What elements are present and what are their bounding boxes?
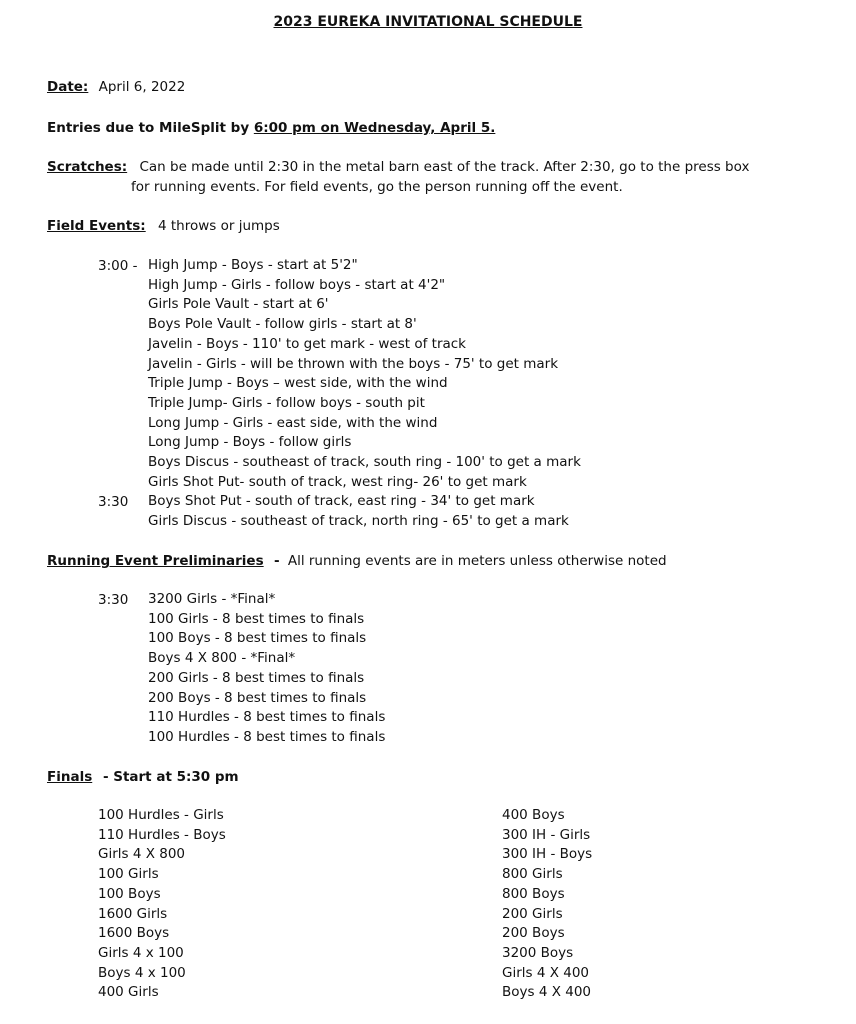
list-item: Girls Discus - southeast of track, north ring - 65' to get a mark xyxy=(148,513,569,530)
field-events-header xyxy=(47,216,280,236)
entries-line xyxy=(47,118,495,138)
running-prelims-header xyxy=(47,551,667,571)
running-prelims-dash: - xyxy=(273,553,280,569)
list-item: 400 Boys xyxy=(502,807,565,823)
list-item: 3200 Girls - *Final* xyxy=(148,591,276,607)
scratches-label: Scratches: xyxy=(47,159,128,175)
finals-label: Finals xyxy=(47,769,93,785)
list-item: High Jump - Girls - follow boys - start at 4'2" xyxy=(148,276,446,293)
list-item: Javelin - Girls - will be thrown with the boys - 75' to get mark xyxy=(148,355,559,372)
list-item: 200 Boys xyxy=(502,925,565,942)
finals-header xyxy=(47,767,239,787)
date-label: Date: xyxy=(47,79,89,95)
list-item: 110 Hurdles - 8 best times to finals xyxy=(148,709,386,726)
list-item: 100 Hurdles - Girls xyxy=(98,807,224,823)
date-line xyxy=(47,77,185,97)
entries-prefix: Entries due to MileSplit by xyxy=(47,120,254,136)
finals-start: - Start at 5:30 pm xyxy=(102,769,239,785)
scratches-text-1: Can be made until 2:30 in the metal barn east of the track. After 2:30, go to the press box xyxy=(139,159,750,175)
running-prelims-note: All running events are in meters unless otherwise noted xyxy=(287,553,667,569)
list-item: 1600 Girls xyxy=(98,905,168,922)
list-item: 200 Boys - 8 best times to finals xyxy=(148,689,367,706)
list-item: 110 Hurdles - Boys xyxy=(98,826,226,843)
list-item: Boys Discus - southeast of track, south ring - 100' to get a mark xyxy=(148,454,581,471)
running-prelims-label: Running Event Preliminaries xyxy=(47,553,264,569)
list-item: Boys Shot Put - south of track, east ring - 34' to get mark xyxy=(148,493,535,510)
list-item: Girls Pole Vault - start at 6' xyxy=(148,296,329,313)
finals-right-column xyxy=(502,806,592,1003)
list-item: 400 Girls xyxy=(98,984,159,1001)
list-item: 300 IH - Boys xyxy=(502,846,593,863)
scratches-text-2: for running events. For field events, go the person running off the event. xyxy=(131,179,623,195)
field-events-note: 4 throws or jumps xyxy=(157,218,280,234)
list-item: Triple Jump - Boys – west side, with the wind xyxy=(148,375,448,392)
list-item: 100 Girls xyxy=(98,866,159,883)
list-item: 800 Boys xyxy=(502,885,565,902)
running-time-3-30: 3:30 xyxy=(98,592,129,608)
list-item: Girls 4 x 100 xyxy=(98,944,184,961)
list-item: Boys 4 x 100 xyxy=(98,964,186,981)
list-item: Boys 4 X 400 xyxy=(502,984,592,1001)
list-item: Girls Shot Put- south of track, west ring- 26' to get mark xyxy=(148,473,527,490)
entries-deadline: 6:00 pm on Wednesday, April 5. xyxy=(253,120,496,136)
page-title: 2023 EUREKA INVITATIONAL SCHEDULE xyxy=(273,14,583,30)
date-value: April 6, 2022 xyxy=(98,79,186,95)
list-item: Triple Jump- Girls - follow boys - south pit xyxy=(148,394,425,411)
list-item: Girls 4 X 800 xyxy=(98,846,186,863)
list-item: 200 Girls xyxy=(502,905,563,922)
list-item: Long Jump - Girls - east side, with the wind xyxy=(148,414,438,431)
list-item: 300 IH - Girls xyxy=(502,826,591,843)
list-item: Girls 4 X 400 xyxy=(502,964,590,981)
list-item: Boys 4 X 800 - *Final* xyxy=(148,650,296,667)
list-item: 800 Girls xyxy=(502,866,563,883)
list-item: Boys Pole Vault - follow girls - start at 8' xyxy=(148,316,417,333)
list-item: High Jump - Boys - start at 5'2" xyxy=(148,257,358,273)
running-prelims-list xyxy=(148,590,385,748)
list-item: 100 Boys - 8 best times to finals xyxy=(148,630,367,647)
list-item: 1600 Boys xyxy=(98,925,170,942)
list-item: Javelin - Boys - 110' to get mark - west of track xyxy=(148,335,467,352)
finals-left-column xyxy=(98,806,226,1003)
list-item: 3200 Boys xyxy=(502,944,574,961)
field-events-label: Field Events: xyxy=(47,218,146,234)
field-time-3-00: 3:00 - xyxy=(98,258,138,274)
list-item: Long Jump - Boys - follow girls xyxy=(148,434,352,451)
list-item: 200 Girls - 8 best times to finals xyxy=(148,669,365,686)
field-events-list xyxy=(148,256,581,532)
list-item: 100 Girls - 8 best times to finals xyxy=(148,610,365,627)
scratches-line-1 xyxy=(47,157,749,177)
field-time-3-30: 3:30 xyxy=(98,494,129,510)
list-item: 100 Boys xyxy=(98,885,161,902)
list-item: 100 Hurdles - 8 best times to finals xyxy=(148,728,386,745)
